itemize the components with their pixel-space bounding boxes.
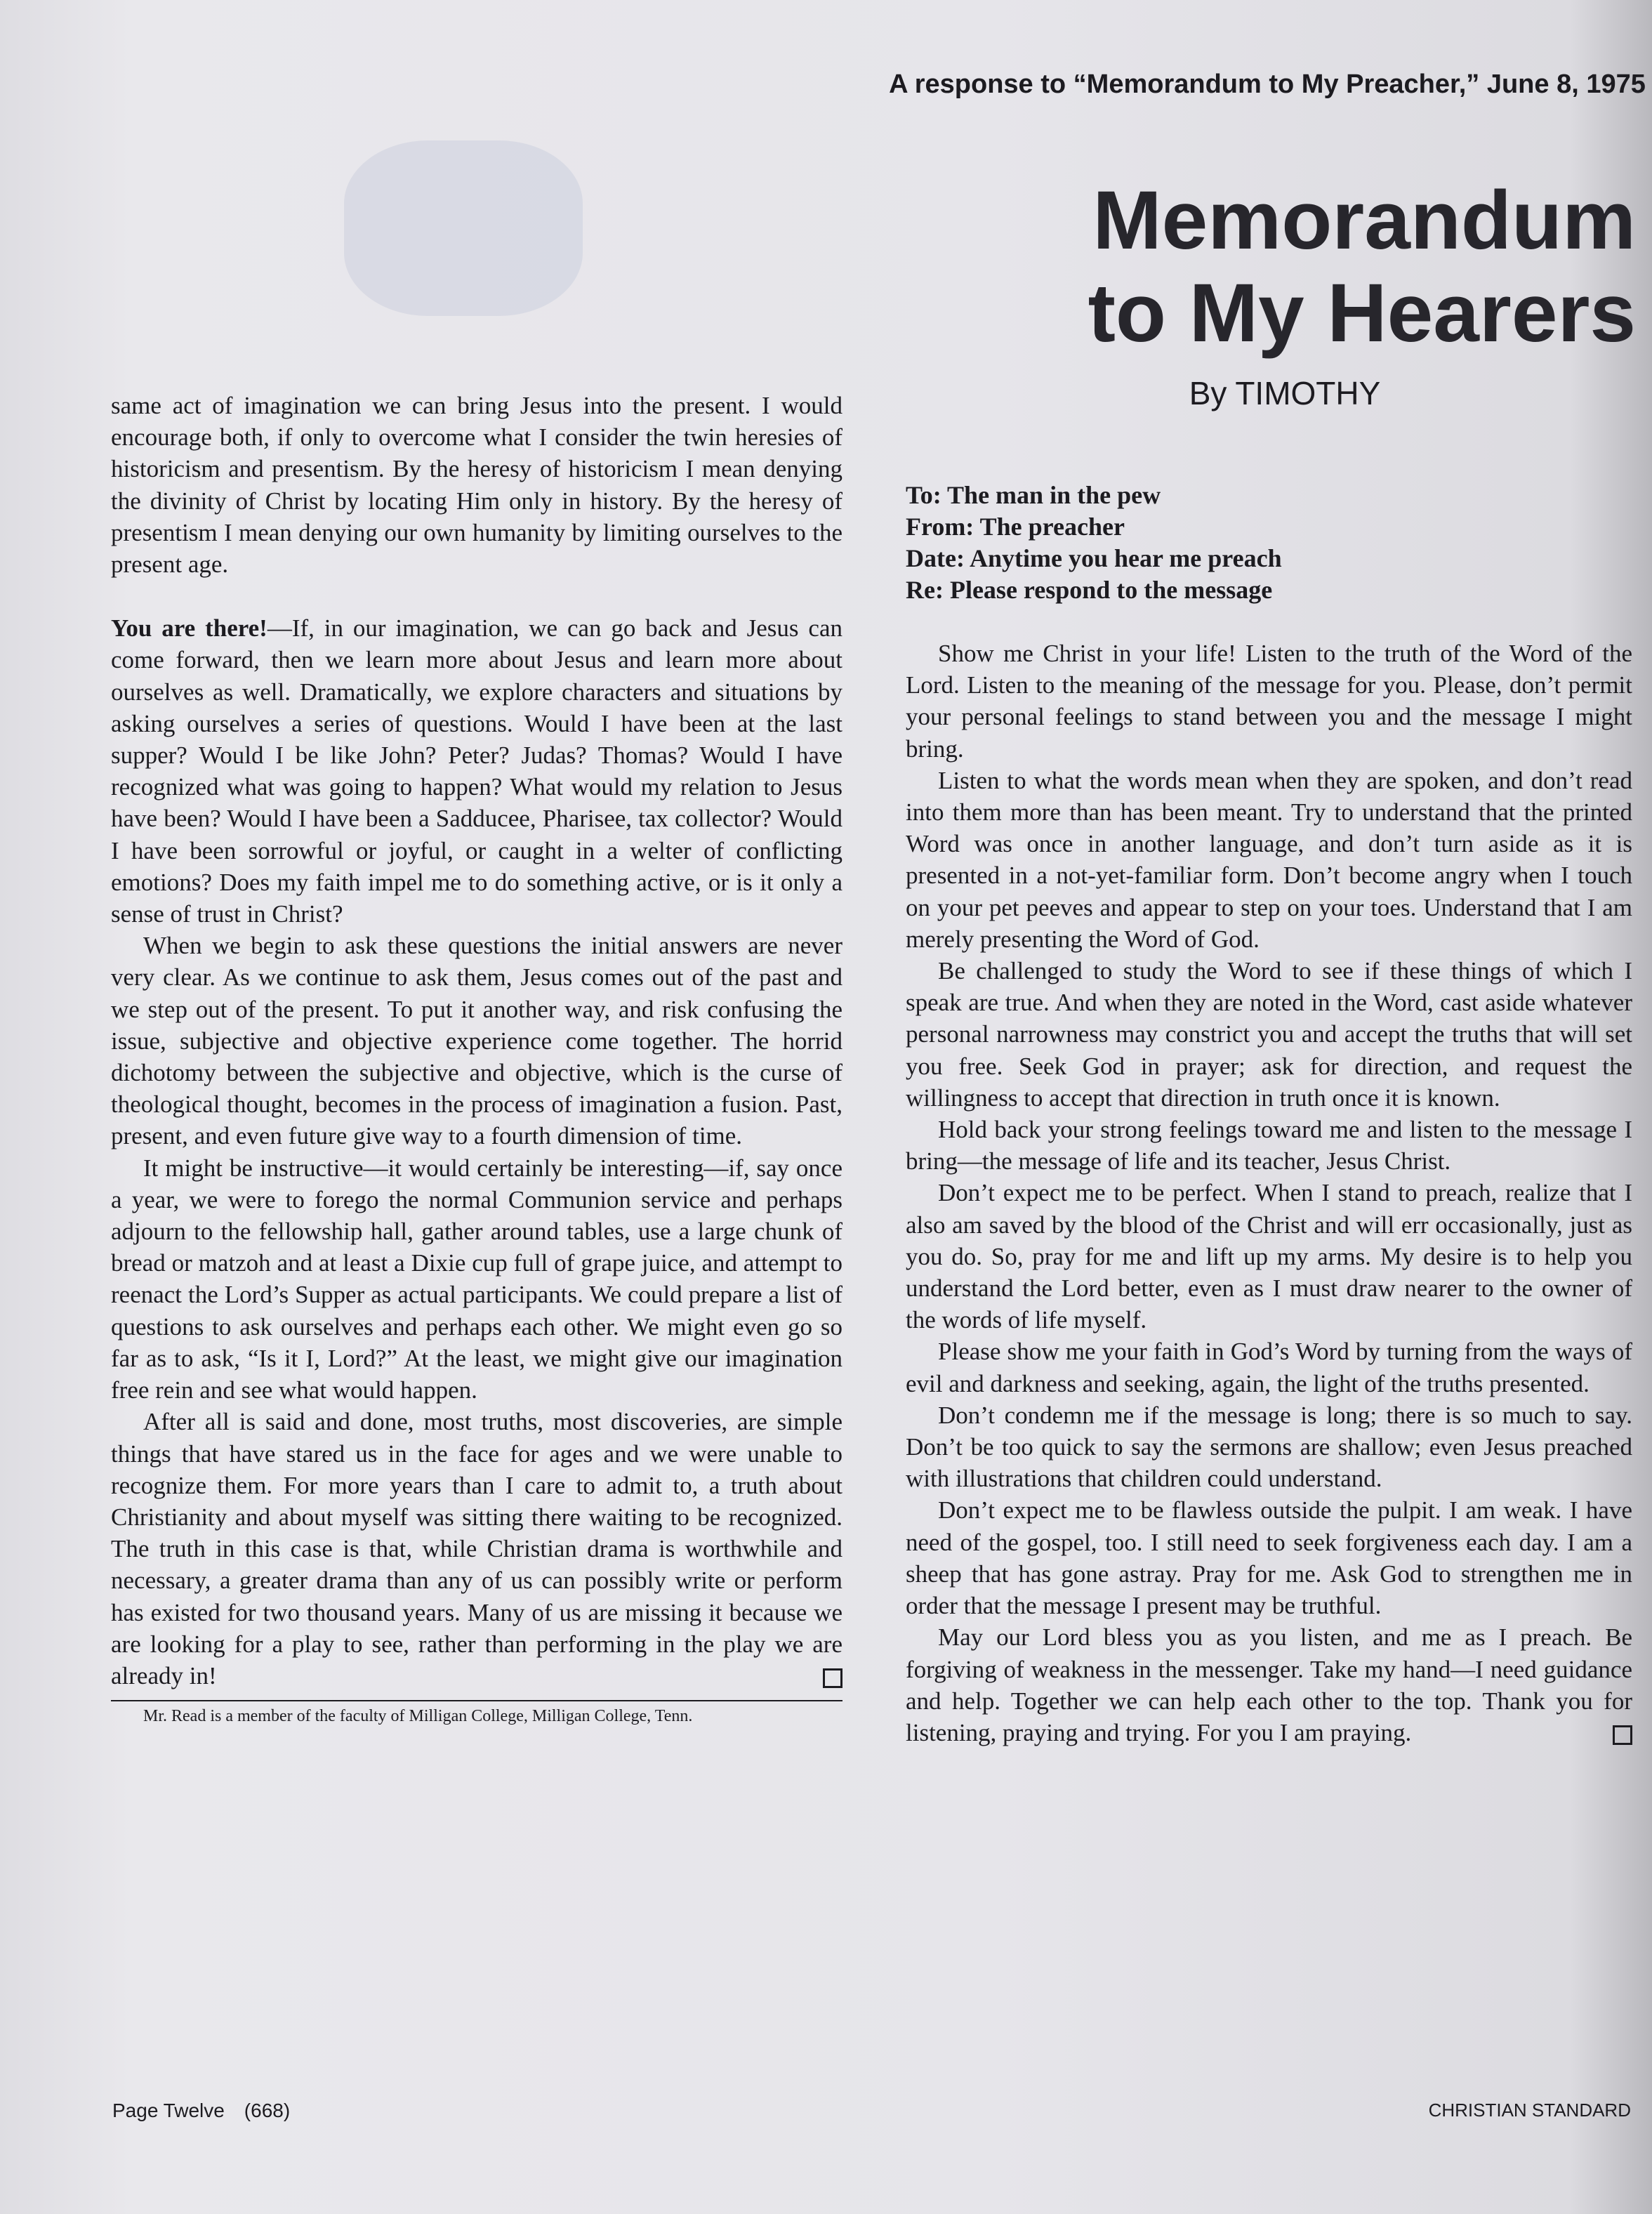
paragraph: When we begin to ask these questions the initial answers are never very clear. As we continue to ask them, Jesus comes out of the past and we step out of the present. To put it another way, and risk confusing the issue, subjective and objective experience come together. The horrid dichotomy between the subjective and objective, which is the curse of theological thought, becomes in the process of imagination a fusion. Past, present, and even future give way to a fourth dimension of time.	[111, 932, 842, 1150]
paragraph: Hold back your strong feelings toward me and listen to the message I bring—the message of life and its teacher, Jesus Christ.	[906, 1116, 1632, 1175]
paragraph	[906, 1621, 1632, 1748]
paragraph: Don’t expect me to be perfect. When I stand to preach, realize that I also am saved by the blood of the Christ and will err occasionally, just as you do. So, pray for me and lift up my arms. My desire is to help you understand the Lord better, even as I must draw nearer to the owner of the words of life myself.	[906, 1179, 1632, 1334]
memo-date: Date: Anytime you hear me preach	[906, 544, 1282, 572]
paragraph-text: After all is said and done, most truths, most discoveries, are simple things that have stared us in the face for ages and we were unable to recognize them. For more years than I care to admit to, a truth about Christianity and about myself was sitting there waiting to be recognized. The truth in this case is that, while Christian drama is worthwhile and necessary, a greater drama than any of us can possibly write or perform has existed for two thousand years. Many of us are missing it because we are looking for a play to see, rather than performing in the play we are already in!	[111, 1408, 842, 1689]
byline: By TIMOTHY	[1189, 375, 1381, 411]
paragraph: Show me Christ in your life! Listen to the truth of the Word of the Lord. Listen to the meaning of the message for you. Please, don’t permit your personal feelings to stand between you and the message I might bring.	[906, 640, 1632, 763]
paragraph-text: May our Lord bless you as you listen, and me as I preach. Be forgiving of weakness in the messenger. Take my hand—I need guidance and help. Together we can help each other to the top. Thank you for listening, praying and trying. For you I am praying.	[906, 1623, 1632, 1746]
paragraph: Listen to what the words mean when they are spoken, and don’t read into them more than has been meant. Try to understand that the printed Word was once in another language, and don’t turn aside as it is presented in a not-yet-familiar form. Don’t become angry when I touch on your pet peeves and appear to step on your toes. Understand that I am merely presenting the Word of God.	[906, 766, 1632, 953]
memo-from: From: The preacher	[906, 513, 1125, 541]
title-line-1: Memorandum	[1092, 174, 1636, 267]
paragraph-text: —If, in our imagination, we can go back and Jesus can come forward, then we learn more about Jesus and learn more about ourselves as well. Dramatically, we explore characters and situations by asking ourselves a series of questions. Would I have been at the last supper? Would I be like John? Peter? Judas? Thomas? Would I have recognized what was going to happen? What would my relation to Jesus have been? Would I have been a Sadducee, Pharisee, tax collector? Would I have been sorrowful or joyful, or caught in a welter of conflicting emotions? Does my faith impel me to do something active, or is it only a sense of trust in Christ?	[111, 614, 842, 928]
left-column	[111, 390, 842, 1727]
paragraph	[111, 1406, 842, 1692]
memo-to: To: The man in the pew	[906, 481, 1161, 509]
divider	[111, 1700, 842, 1701]
paragraph	[111, 612, 842, 930]
paragraph: Don’t condemn me if the message is long; there is so much to say. Don’t be too quick to say the sermons are shallow; even Jesus preached with illustrations that children could understand.	[906, 1401, 1632, 1493]
article-kicker: A response to “Memorandum to My Preacher,” June 8, 1975	[889, 70, 1646, 99]
page-number: Page Twelve (668)	[112, 2100, 291, 2121]
paragraph: Please show me your faith in God’s Word by turning from the ways of evil and darkness and seeking, again, the light of the truths presented.	[906, 1338, 1632, 1397]
title-line-2: to My Hearers	[1088, 267, 1636, 360]
memo-header	[906, 480, 1636, 606]
paragraph: Don’t expect me to be flawless outside the pulpit. I am weak. I have need of the gospel, too. I still need to seek forgiveness each day. I am a sheep that has gone astray. Pray for me. Ask God to strengthen me in order that the message I present may be truthful.	[906, 1496, 1632, 1620]
end-mark-icon	[1613, 1725, 1632, 1745]
paragraph: same act of imagination we can bring Jesus into the present. I would encourage both, if only to overcome what I consider the twin heresies of historicism and presentism. By the heresy of historicism I mean denying the divinity of Christ by locating Him only in history. By the heresy of presentism I mean denying our own humanity by limiting ourselves to the present age.	[111, 392, 842, 579]
author-bio: Mr. Read is a member of the faculty of Milligan College, Milligan College, Tenn.	[143, 1707, 693, 1726]
end-mark-icon	[823, 1668, 842, 1688]
article-title	[899, 174, 1636, 360]
memo-re: Re: Please respond to the message	[906, 576, 1273, 604]
publication-name: CHRISTIAN STANDARD	[1428, 2100, 1631, 2121]
paragraph: It might be instructive—it would certainly be interesting—if, say once a year, we were to forego the normal Communion service and perhaps adjourn to the fellowship hall, gather around tables, use a large chunk of bread or matzoh and at least a Dixie cup full of grape juice, and attempt to reenact the Lord’s Supper as actual participants. We could prepare a list of questions to ask ourselves and perhaps each other. We might even go so far as to ask, “Is it I, Lord?” At the least, we might give our imagination free rein and see what would happen.	[111, 1154, 842, 1404]
paragraph: Be challenged to study the Word to see if these things of which I speak are true. And when they are noted in the Word, cast aside whatever personal narrowness may constrict you and accept the truths that will set you free. Seek God in prayer; ask for direction, and request the willingness to accept that direction in truth once it is known.	[906, 957, 1632, 1112]
section-lead: You are there!	[111, 614, 267, 643]
right-column	[906, 638, 1632, 1748]
show-through-image	[344, 140, 583, 316]
